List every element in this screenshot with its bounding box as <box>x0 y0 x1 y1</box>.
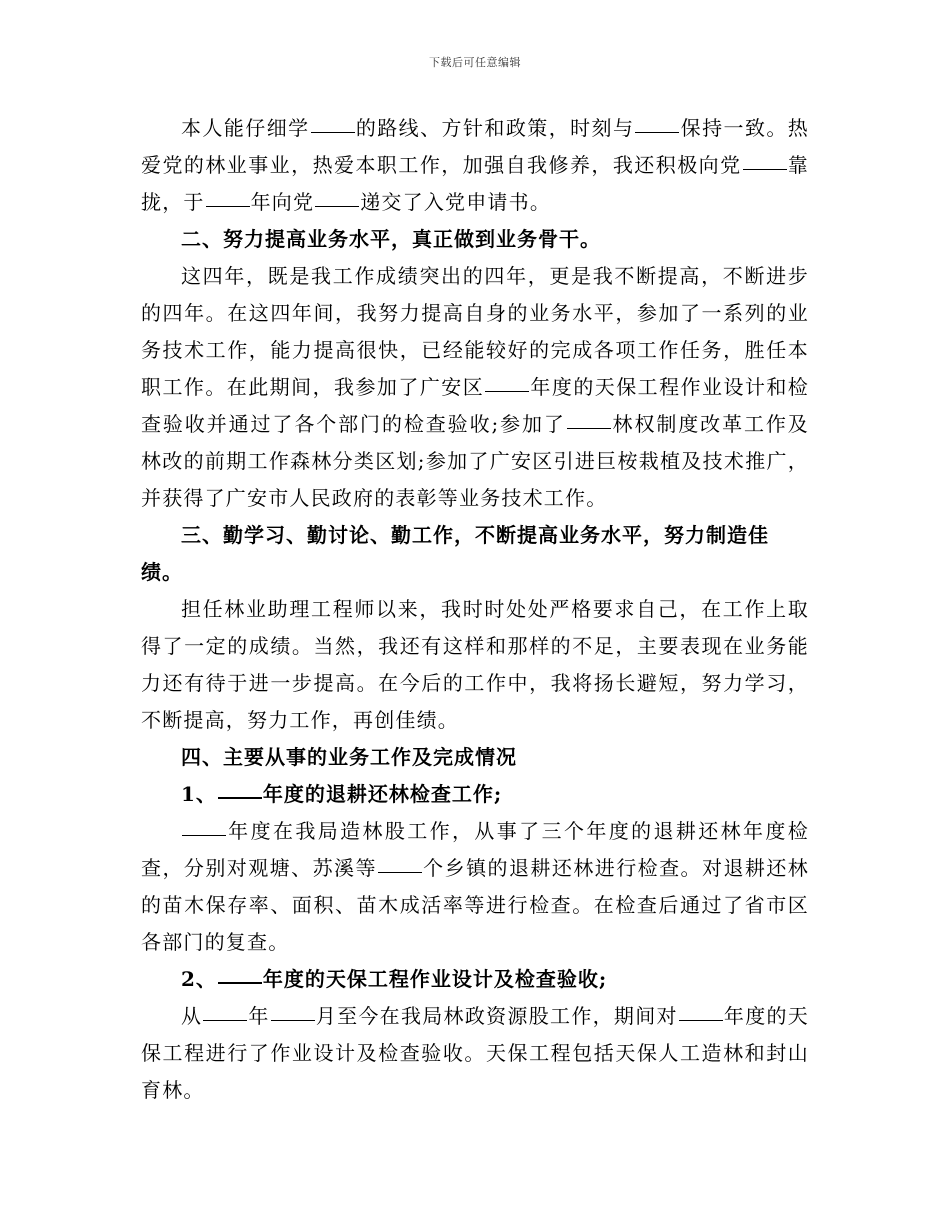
blank-underline <box>567 427 611 429</box>
blank-underline <box>485 390 529 392</box>
blank-underline <box>203 1019 247 1021</box>
text-run: 年度的天保工程进行了作业设计及检查验收。天保工程包括天保人工造林和封山育林。 <box>141 1004 809 1102</box>
text-run: 1、 <box>181 782 217 806</box>
text-run: 四、主要从事的业务工作及完成情况 <box>181 745 517 769</box>
section-heading <box>141 776 809 813</box>
text-run: 靠拢，于 <box>141 153 809 214</box>
text-run: 年向党 <box>250 190 315 214</box>
blank-underline <box>635 131 679 133</box>
text-run: 2、 <box>181 967 217 991</box>
text-run: 月至今在我局林政资源股工作，期间对 <box>315 1004 678 1028</box>
text-run: 担任林业助理工程师以来，我时时处处严格要求自己，在工作上取得了一定的成绩。当然，我还有这样和那样的不足，主要表现在业务能力还有待于进一步提高。在今后的工作中，我将扬长避短，努力学习，不断提高，努力工作，再创佳绩。 <box>141 597 809 732</box>
text-run: 林权制度改革工作及林改的前期工作森林分类区划;参加了广安区引进巨桉栽植及技术推广，并获得了广安市人民政府的表彰等业务技术工作。 <box>141 412 809 510</box>
text-run: 年 <box>248 1004 270 1028</box>
text-run: 这四年，既是我工作成绩突出的四年，更是我不断提高，不断进步的四年。在这四年间，我努力提高自身的业务水平，参加了一系列的业务技术工作，能力提高很快，已经能较好的完成各项工作任务，胜任本职工作。在此期间，我参加了广安区 <box>141 264 809 399</box>
blank-underline <box>315 205 359 207</box>
text-run: 三、勤学习、勤讨论、勤工作，不断提高业务水平，努力制造佳绩。 <box>141 523 769 584</box>
blank-underline <box>679 1019 723 1021</box>
section-heading <box>141 961 809 998</box>
text-run: 年度的退耕还林检查工作; <box>262 782 503 806</box>
section-heading <box>141 517 809 591</box>
blank-underline <box>182 834 226 836</box>
blank-underline <box>743 168 787 170</box>
text-run: 递交了入党申请书。 <box>360 190 552 214</box>
paragraph <box>141 591 809 739</box>
blank-underline <box>218 796 262 799</box>
text-run: 年度的天保工程作业设计和检查验收并通过了各个部门的检查验收;参加了 <box>141 375 809 436</box>
paragraph <box>141 813 809 961</box>
blank-underline <box>218 981 262 984</box>
text-run: 本人能仔细学 <box>181 116 310 140</box>
section-heading <box>141 739 809 776</box>
text-run: 的路线、方针和政策，时刻与 <box>355 116 635 140</box>
text-run: 个乡镇的退耕还林进行检查。对退耕还林的苗木保存率、面积、苗木成活率等进行检查。在检查后通过了省市区各部门的复查。 <box>141 856 809 954</box>
text-run: 年度在我局造林股工作，从事了三个年度的退耕还林年度检查，分别对观塘、苏溪等 <box>141 819 809 880</box>
blank-underline <box>378 871 422 873</box>
paragraph <box>141 998 809 1109</box>
blank-underline <box>311 131 355 133</box>
text-run: 二、努力提高业务水平，真正做到业务骨干。 <box>181 227 601 251</box>
blank-underline <box>271 1019 315 1021</box>
page-header: 下载后可任意编辑 <box>429 56 521 69</box>
paragraph <box>141 110 809 221</box>
text-run: 保持一致。热爱党的林业事业，热爱本职工作，加强自我修养，我还积极向党 <box>141 116 810 177</box>
paragraph <box>141 258 809 517</box>
text-run: 年度的天保工程作业设计及检查验收; <box>262 967 608 991</box>
section-heading <box>141 221 809 258</box>
document-body <box>141 110 809 1109</box>
text-run: 从 <box>181 1004 203 1028</box>
blank-underline <box>206 205 250 207</box>
